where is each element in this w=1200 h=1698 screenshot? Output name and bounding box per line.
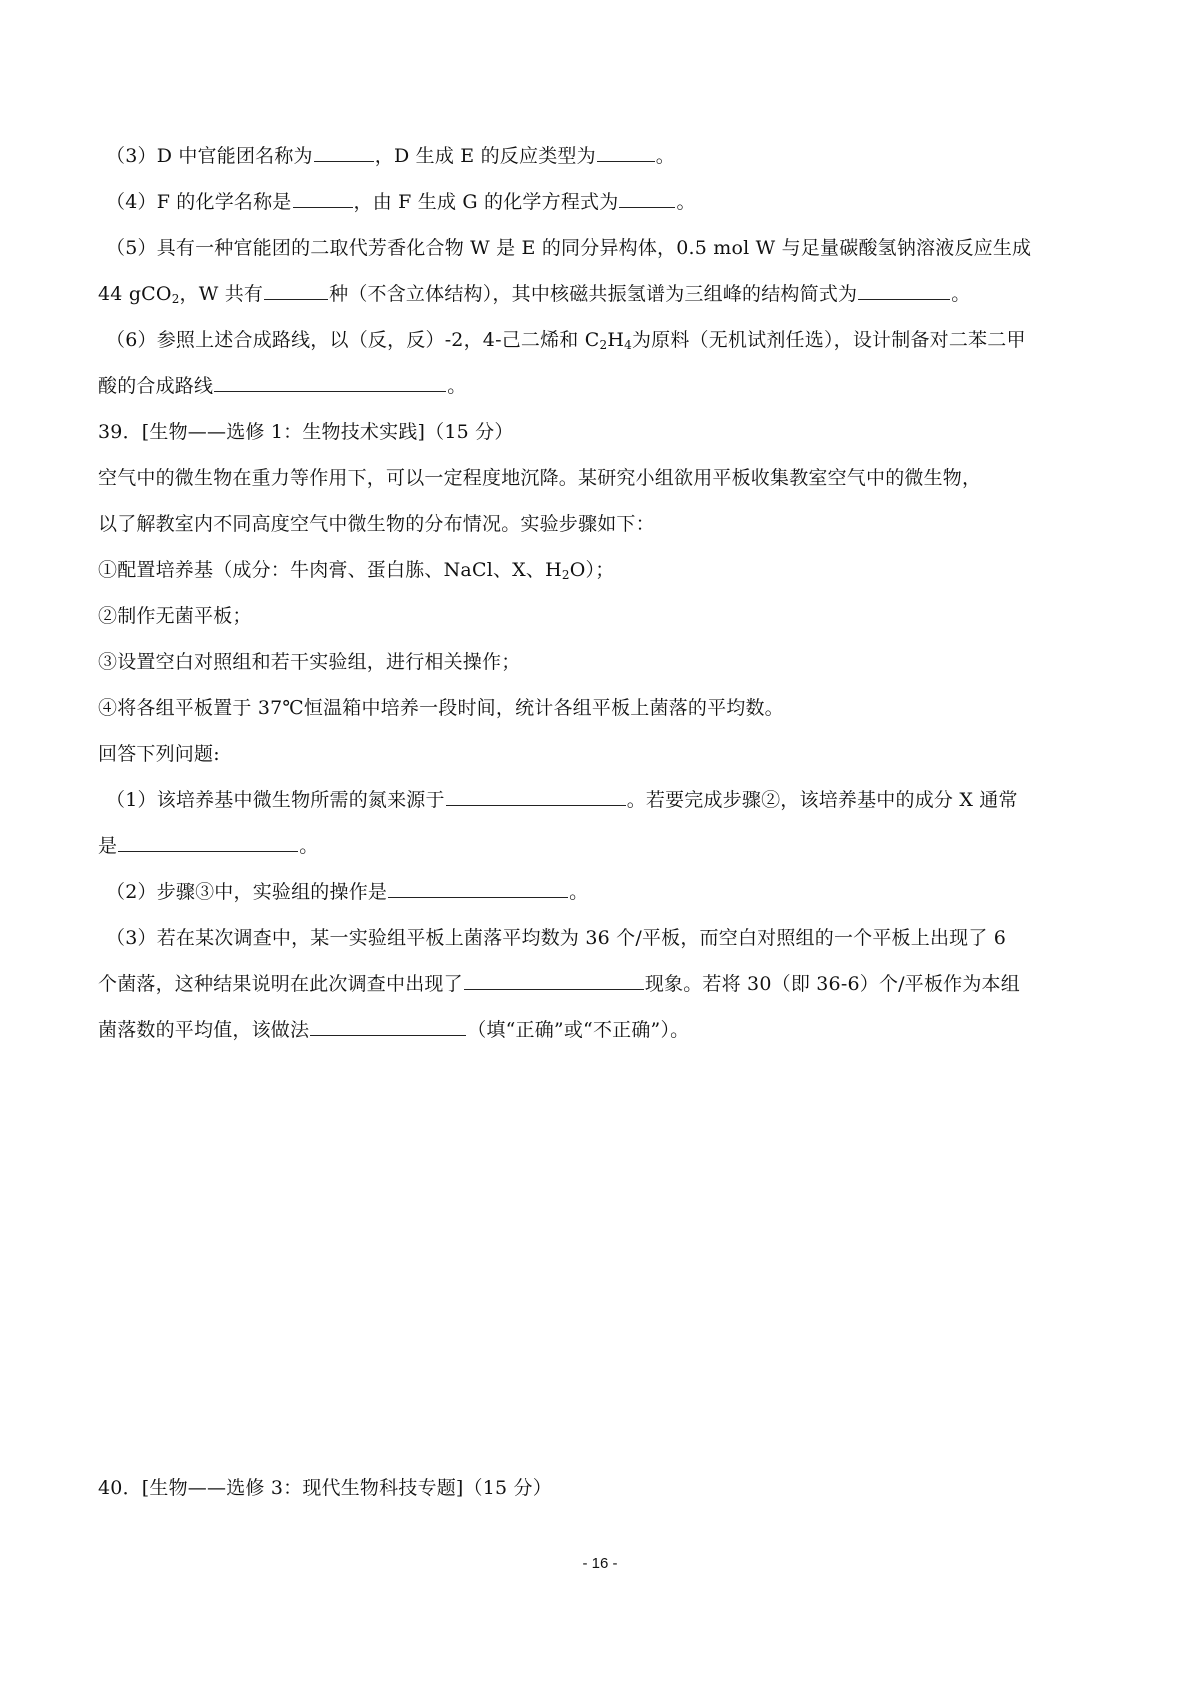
question-39-part-3-line-3: 菌落数的平均值，该做法 （填“正确”或“不正确”）。 xyxy=(98,1019,690,1041)
answer-blank[interactable] xyxy=(597,143,655,162)
step-4: ④将各组平板置于 37℃恒温箱中培养一段时间，统计各组平板上菌落的平均数。 xyxy=(98,697,784,719)
answer-blank[interactable] xyxy=(619,189,675,208)
answer-blank[interactable] xyxy=(858,281,950,300)
answer-blank[interactable] xyxy=(214,373,446,392)
question-6-line-2: 酸的合成路线 。 xyxy=(98,375,467,397)
question-40-title: 40．[生物——选修 3：现代生物科技专题]（15 分） xyxy=(98,1477,552,1499)
answer-blank[interactable] xyxy=(314,143,374,162)
question-39-part-1-line-2: 是 。 xyxy=(98,835,319,857)
question-39-part-3-line-1: （3）若在某次调查中，某一实验组平板上菌落平均数为 36 个/平板，而空白对照组的一个平板上出现了 6 xyxy=(106,927,1007,949)
step-2: ②制作无菌平板； xyxy=(98,605,252,627)
question-5-line-2: 44 gCO$_2$，W 共有 种（不含立体结构），其中核磁共振氢谱为三组峰的结构简式为 。 xyxy=(98,283,971,306)
step-3: ③设置空白对照组和若干实验组，进行相关操作； xyxy=(98,651,521,673)
answer-blank[interactable] xyxy=(293,189,353,208)
answer-prompt: 回答下列问题: xyxy=(98,743,220,765)
answer-blank[interactable] xyxy=(446,787,626,806)
answer-blank[interactable] xyxy=(388,879,568,898)
question-39-part-1-line-1: （1）该培养基中微生物所需的氮来源于 。若要完成步骤②，该培养基中的成分 X 通常 xyxy=(106,789,1018,811)
question-39-intro-1: 空气中的微生物在重力等作用下，可以一定程度地沉降。某研究小组欲用平板收集教室空气中的微生物， xyxy=(98,467,982,489)
question-39-intro-2: 以了解教室内不同高度空气中微生物的分布情况。实验步骤如下： xyxy=(98,513,655,535)
answer-blank[interactable] xyxy=(264,281,328,300)
question-39-title: 39．[生物——选修 1：生物技术实践]（15 分） xyxy=(98,421,514,443)
answer-blank[interactable] xyxy=(464,971,644,990)
step-1: ①配置培养基（成分：牛肉膏、蛋白胨、NaCl、X、$H_2O$）； xyxy=(98,559,615,582)
question-39-part-2: （2）步骤③中，实验组的操作是 。 xyxy=(106,881,589,903)
question-4: （4）F 的化学名称是 ，由 F 生成 G 的化学方程式为 。 xyxy=(106,191,696,213)
answer-blank[interactable] xyxy=(310,1017,466,1036)
page-number: - 16 - xyxy=(582,1555,618,1572)
question-5-line-1: （5）具有一种官能团的二取代芳香化合物 W 是 E 的同分异构体，0.5 mol W 与足量碳酸氢钠溶液反应生成 xyxy=(106,237,1032,259)
question-39-part-3-line-2: 个菌落，这种结果说明在此次调查中出现了 现象。若将 30（即 36-6）个/平板作为本组 xyxy=(98,973,1020,995)
answer-blank[interactable] xyxy=(118,833,298,852)
question-6-line-1: （6）参照上述合成路线，以（反，反）-2，4-己二烯和 $C_2H_4$为原料（无机试剂任选），设计制备对二苯二甲 xyxy=(106,329,1026,352)
question-3: （3）D 中官能团名称为 ，D 生成 E 的反应类型为 。 xyxy=(106,145,675,167)
